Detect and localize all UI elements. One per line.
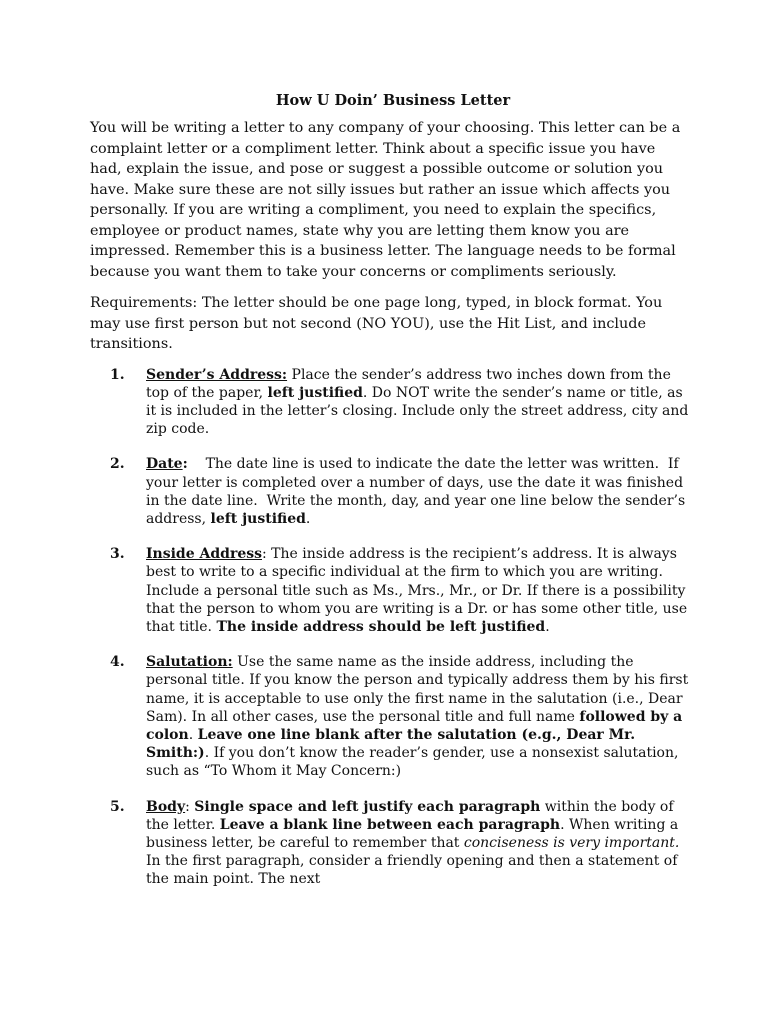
item-emphasis: followed by a colon (146, 708, 683, 743)
item-text: : The inside address is the recipient’s address. It is always best to write to a specific individual at the firm to which you are writing. Include a personal title such as Ms., Mrs., Mr., or Dr. If there is a possibility that the person to whom you are writing is a Dr. or has some other title, use that title. (146, 546, 688, 635)
item-text: . (305, 510, 311, 527)
item-emphasis: left justified (210, 510, 306, 527)
item-italic: conciseness is very important. (463, 834, 680, 851)
list-item-senders-address (90, 366, 690, 439)
item-emphasis: left justified (267, 384, 363, 401)
item-term: Inside Address (146, 546, 262, 563)
item-emphasis: The inside address should be left justified (216, 618, 546, 635)
item-number: 4. (110, 654, 125, 671)
item-text: Use the same name as the inside address, including the personal title. If you know the person and typically address them by his first name, it is acceptable to use only the first name in the salutation (i.e., Dear Sam). In all other cases, use the personal title and full name (146, 654, 689, 725)
list-item-body (90, 798, 690, 889)
item-emphasis: Single space and left justify each paragraph (194, 798, 541, 815)
item-text: . When writing a business letter, be careful to remember that (146, 816, 679, 851)
item-term-colon: : (182, 456, 188, 473)
list-item-salutation (90, 653, 690, 780)
item-text: within the body of the letter. (146, 798, 674, 833)
item-number: 1. (110, 366, 125, 383)
item-text: . If you don’t know the reader’s gender, use a nonsexist salutation, such as “To Whom it May Concern:) (146, 745, 679, 780)
item-emphasis: Leave a blank line between each paragraph (219, 816, 561, 833)
item-number: 5. (110, 798, 125, 815)
item-term: Body (146, 798, 186, 815)
requirements-paragraph: Requirements: The letter should be one page long, typed, in block format. You may use first person but not second (NO YOU), use the Hit List, and include transitions. (90, 295, 663, 352)
item-emphasis: Leave one line blank after the salutation (e.g., Dear Mr. Smith:) (146, 726, 636, 762)
list-item-inside-address (90, 545, 690, 636)
item-text: The date line is used to indicate the date the letter was written. If your letter is completed over a number of days, use the date it was finished in the date line. Write the month, day, and year one line below the sender’s address, (146, 456, 690, 527)
item-text: . (545, 618, 550, 635)
list-item-date (90, 455, 690, 528)
document-page (90, 92, 690, 906)
intro-paragraph: You will be writing a letter to any company of your choosing. This letter can be a complaint letter or a compliment letter. Think about a specific issue you have had, explain the issue, and pose or suggest a possible outcome or solution you have. Make sure these are not silly issues but rather an issue which affects you personally. If you are writing a compliment, you need to explain the specifics, employee or product names, state why you are letting them know you are impressed. Remember this is a business letter. The language needs to be formal because you want them to take your concerns or compliments seriously. (90, 120, 681, 280)
item-term: Sender’s Address: (146, 366, 288, 383)
item-term: Date (146, 456, 183, 473)
item-text: . (188, 726, 198, 743)
item-text: : (185, 798, 195, 815)
item-text: . Do NOT write the sender’s name or title, as it is included in the letter’s closing. Include only the street address, city and zip code. (146, 384, 689, 438)
item-number: 3. (110, 546, 125, 563)
document-title: How U Doin’ Business Letter (275, 92, 511, 109)
item-number: 2. (110, 456, 125, 473)
item-text: Place the sender’s address two inches down from the top of the paper, (146, 366, 671, 401)
item-text: In the first paragraph, consider a friendly opening and then a statement of the main point. The next (146, 853, 678, 888)
item-term: Salutation: (146, 654, 233, 671)
requirements-list (90, 366, 690, 889)
